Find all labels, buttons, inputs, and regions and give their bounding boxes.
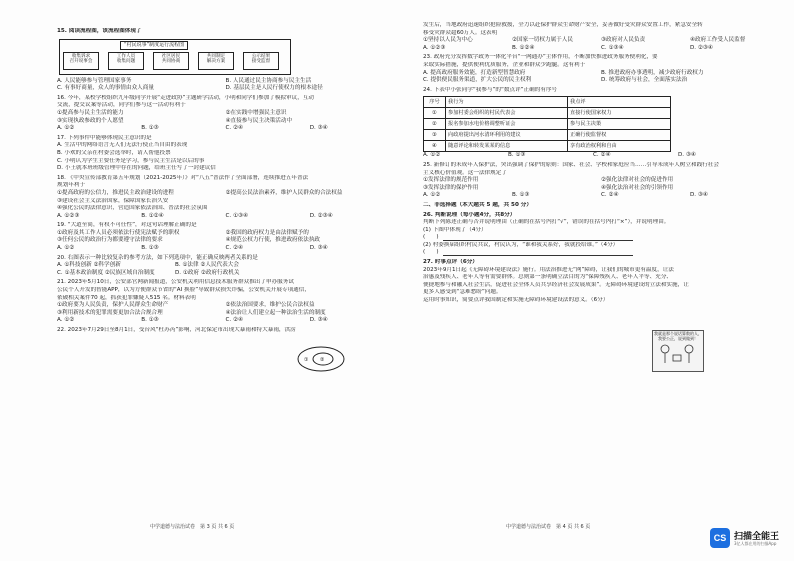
q16-statement: ④直接参与民主决策活动中 [225, 117, 293, 124]
q17-option[interactable]: D. 小王就本班班级管理中存在的问题，给班主任写了一封建议信 [57, 165, 216, 172]
q22-statement: ④政府工作受人民监督 [690, 37, 746, 44]
q19-option[interactable]: A. ①② [57, 245, 75, 252]
q16-statement: ②在实践中增强民主意识 [225, 109, 287, 116]
q18-stem: 规划年利于 [57, 182, 85, 189]
q27-title: 27. 时事点评（6分） [423, 259, 478, 266]
q24-option[interactable]: B. ①③ [508, 152, 526, 159]
camscanner-tagline: 3亿人都在用的扫描App [734, 541, 777, 546]
q15-option[interactable]: D. 基层民主是人民行使权力的根本途径 [225, 85, 323, 92]
table-cell: 参加村委会组织的村民代表会 [446, 108, 568, 119]
q17-stem: 17. 下列事件中能够体现民主意识的是 [57, 134, 152, 141]
q27-text: 2023年9月1日起《无障碍环境建设法》施行。用法治推进无“网”障碍，让我们的城市更有温度，让法 [423, 266, 674, 273]
answer-paren[interactable]: ( ) [423, 249, 439, 256]
q25-option[interactable]: C. ②④ [601, 192, 619, 199]
right-page [423, 22, 779, 305]
q24-option[interactable]: D. ③④ [678, 152, 696, 159]
question-24 [423, 87, 779, 160]
q18-option[interactable]: B. ①②④ [141, 212, 164, 219]
table-cell: 报名参加水电价格调整听证会 [446, 119, 568, 130]
camscanner-logo-icon: CS [710, 528, 730, 548]
q21-statement: ①政府要为人民负责，保护人民群众生命财产 [57, 302, 169, 309]
q22-option[interactable]: D. ②③④ [690, 44, 713, 51]
cartoon-figures-icon [653, 343, 703, 365]
q18-option[interactable]: D. ②③④ [309, 212, 333, 219]
q19-statement: ①政府及其工作人员必须依法行使宪法赋予的职权 [57, 229, 180, 236]
camscanner-name: 扫描全能王 [734, 532, 780, 542]
q16-stem: 交流，提交议案等活动，同学们参与这一活动有利于 [57, 102, 186, 109]
flowchart-step: 社区居民 共同协商 [153, 52, 189, 70]
flowchart-step: 工作人员 收集问题 [108, 52, 144, 70]
q21-stem: 公民个人开发的智能APP，以为方便群众节省的“AI 换脸”导致群众损失诈骗，公安机关开展专项通信， [57, 287, 310, 294]
q25-option[interactable]: D. ③④ [690, 192, 708, 199]
q22-statement: ③政府对人民负责 [601, 37, 646, 44]
left-page-footer: 中学道德与法治试卷 第 3 页 共 6 页 [150, 524, 235, 530]
q27-ask: 运用时事知识，简要点评我国制定和实施无障碍环境建设法的意义。（6分） [423, 297, 609, 304]
q25-option[interactable]: B. ①③ [512, 192, 530, 199]
q21-stem: 依破相关案件70 起，抓获犯罪嫌疑人515 名。材料表明 [57, 294, 196, 301]
q15-option[interactable]: B. 人民通过民主协商参与民主生活 [225, 77, 312, 84]
flowchart-step: 共同制定 解决方案 [198, 52, 234, 70]
q18-statement: ①提高政府的公信力，推进民主政治建设的进程 [57, 189, 174, 196]
flowchart-step: 收集诉求 召开说事会 [63, 52, 99, 70]
table-cell: 随意评论和转发某某的信息 [446, 141, 568, 152]
question-20 [57, 255, 293, 278]
q22-option[interactable]: B. ①②④ [512, 44, 535, 51]
table-row [424, 141, 671, 152]
q26-sub2: (2) 村委换届组织村民共议，村民认为，“谁和我关系好，我就投给谁。”（4分） [423, 241, 619, 248]
svg-text:②: ② [320, 357, 325, 363]
q19-statement: ③任何公民的政治行为都要遵守法律的要求 [57, 237, 163, 244]
section-title: 二、非选择题（本大题共 5 题，共 50 分） [423, 201, 532, 208]
q17-option[interactable]: B. 小欢的父亲在村委会选举时，请人帮他投票 [57, 149, 171, 156]
q26-answer-line-1[interactable] [423, 234, 779, 242]
answer-underline[interactable] [443, 234, 633, 241]
question-25 [423, 162, 779, 200]
q22-stem: 22. 2023年7月29日至8月1日，受台风“杜苏芮”影响，河北保定市出现大暴雨和特大暴雨，洪涝 [57, 327, 296, 333]
question-18 [57, 175, 394, 221]
q22-option[interactable]: C. ①③④ [601, 44, 624, 51]
q19-option[interactable]: B. ①③ [141, 245, 159, 252]
q25-stem: 25. 新修订的未成年人保护法，突出强调了保护的原则：国家、社会、学校和家庭应当……引导未成年人树立和践行社会 [423, 161, 719, 168]
table-row [424, 119, 671, 130]
q26-sub1: (1) 下图中体现了（4分） [423, 226, 487, 233]
question-21 [57, 279, 394, 325]
q26-cartoon [652, 330, 704, 372]
q25-option[interactable]: A. ①② [423, 192, 441, 199]
q16-option[interactable]: C. ②④ [225, 125, 243, 132]
flowchart-title: “村民说事”制度运行流程图 [120, 41, 188, 51]
table-cell: 参与民主决策 [568, 119, 671, 130]
q15-option[interactable]: A. 人民能够参与管理国家事务 [57, 77, 132, 84]
q21-statement: ④法治让人们建立起一种法治生活的制度 [225, 309, 326, 316]
q23-stem: 采取实际措施，提供便利优质服务，企业和群众少跑腿。这有利于 [423, 61, 586, 68]
q23-option[interactable]: C. 提供便民服务渠道，扩大公民的民主权利 [423, 77, 532, 84]
q26-answer-line-2[interactable] [423, 249, 779, 257]
table-header-row [424, 97, 671, 108]
q25-statement: ③发挥法律的保护作用 [423, 184, 479, 191]
table-header: 序号 [424, 97, 446, 108]
q22-continued: 发生后，当地政府迅速组织抢险救援，全力以赴保护群众生命财产安全，妥善做好受灾群众安置工作，紧急安全转 [423, 22, 703, 28]
answer-underline[interactable] [443, 249, 633, 256]
q25-statement: ②强化法律对社会的促进作用 [601, 177, 674, 184]
flowchart-boxes [63, 52, 279, 70]
table-cell: ① [424, 108, 446, 119]
table-row [424, 130, 671, 141]
q21-option[interactable]: C. ②④ [225, 317, 243, 324]
q20-option[interactable]: B. ①法律 ②人民代表大会 [175, 262, 239, 269]
left-page [57, 28, 394, 335]
q25-stem: 主义核心价值观。这一法律规定了 [423, 169, 507, 176]
q23-option[interactable]: A. 提高政府服务效能，打造新型智慧政府 [423, 69, 526, 76]
q21-option[interactable]: A. ①② [57, 317, 75, 324]
q15-flowchart [59, 39, 291, 75]
q17-option[interactable]: C. 小明认为学生主要任务是学习，参与民主生活是以后的事 [57, 157, 205, 164]
q23-stem: 23. 政府充分发挥数字政务一体化平台“一网通办”主体作用，不断加快推进政务服务便利化，要 [423, 54, 658, 61]
q27-text: 便捷地参与和融入社会生活，促进社会全体人员共享经济社会发展成果”。无障碍环境建设的立法和实施，让 [423, 281, 689, 288]
q21-statement: ②依法治国要求，维护公民合法权益 [225, 302, 315, 309]
q20-option[interactable]: A. ①科技创新 ②科学创新 [57, 262, 121, 269]
q27-text: 治惠及残疾人、老年人等有需要群体。总则第一条明确立法目的为“保障残疾人、老年人平等、充分、 [423, 274, 673, 281]
q19-statement: ②我国的政府权力是由法律赋予的 [225, 229, 309, 236]
q16-stem: 16. 今年，某校学校组织九年级同学开展“走进政协”主题研学活动，小明和同学们参加了模拟审议，互动 [57, 94, 315, 101]
q20-option[interactable]: D. ①政府 ②政府行政机关 [175, 269, 240, 276]
svg-text:①: ① [304, 357, 309, 363]
q20-option[interactable]: C. ①基本政治制度 ②民族区域自治制度 [57, 269, 155, 276]
q25-statement: ①发挥法律的规范作用 [423, 177, 479, 184]
q24-stem: 24. 下表中小张同学“我参与”的“数点评”正确的有序号 [423, 86, 558, 93]
table-cell: 向政府提出河水清环利用的建议 [446, 130, 568, 141]
q26-title: 26. 判断说理（每小题4分，共8分） [423, 211, 516, 218]
q21-option[interactable]: B. ①③ [141, 317, 159, 324]
q15-stem: 15. 阅读流程图，该流程图体现了 [57, 28, 142, 34]
q22-option[interactable]: A. ①②③ [423, 44, 446, 51]
q18-statement: ④强化公民的法律意识，营造国家依法治国、普法的社会氛围 [57, 205, 208, 212]
q24-option[interactable]: A. ①② [423, 152, 441, 159]
q20-stem: 20. 右图表示一种比较复杂的参考方法，如下列选项中，能正确反映两者关系的是 [57, 254, 258, 261]
question-17 [57, 135, 394, 173]
q15-option[interactable]: C. 有事好商量，众人的事情由众人商量 [57, 85, 154, 92]
q18-statement: ③建设社会主义法治国家，保障国家长治久安 [57, 197, 169, 204]
q18-stem: 18. 《中央宣传部教育第五年规划（2021-2025年）》对“八五”普法作了全面部署，连续推进五年普法 [57, 174, 309, 181]
cartoon-speech: 我就是那个说话算数的人，我要公正，说到做到！ [654, 331, 702, 341]
q24-option[interactable]: C. ②④ [593, 152, 611, 159]
table-cell: ③ [424, 130, 446, 141]
table-cell: ② [424, 119, 446, 130]
q26-instruction: 判断下列陈述正确与否并说明理由（正确的在括号内打“√”，错误的在括号内打“×”），并说明理由。 [423, 219, 670, 226]
q18-option[interactable]: A. ①②③ [57, 212, 80, 219]
q20-nested-ellipse-diagram [296, 345, 346, 373]
q24-table [423, 96, 671, 152]
table-cell: 享有政治权利和自由 [568, 141, 671, 152]
question-16 [57, 95, 394, 133]
table-cell: ④ [424, 141, 446, 152]
table-header: 我点评 [568, 97, 671, 108]
question-26 [423, 212, 779, 258]
q21-option[interactable]: D. ③④ [309, 317, 328, 324]
q22-continued: 移受灾群众超60万人。这表明 [423, 29, 498, 36]
table-cell: 正确行使监督权 [568, 130, 671, 141]
table-header: 我行为 [446, 97, 568, 108]
q16-statement: ①提高参与民主生活的能力 [57, 109, 124, 116]
q18-statement: ②提高公民法治素养，维护人民群众的合法权益 [225, 189, 343, 196]
table-row [424, 108, 671, 119]
q16-option[interactable]: A. ①② [57, 125, 75, 132]
q16-option[interactable]: D. ③④ [309, 125, 328, 132]
flowchart-step: 公示结果 接受监督 [243, 52, 279, 70]
q21-statement: ③利用新技术的犯罪需要更加合法合规合理 [57, 309, 163, 316]
q16-option[interactable]: B. ①③ [141, 125, 159, 132]
q19-stem: 19. “大道至简，有权不可任性”，对这句话理解正确的是 [57, 222, 197, 229]
answer-paren[interactable]: ( ) [423, 234, 439, 241]
q21-stem: 21. 2023年5月10日，公安部官网新闻报道，公安机关利用信息技术服务群众推出了申办服务试 [57, 279, 294, 286]
q19-option[interactable]: D. ③④ [309, 245, 328, 252]
right-page-footer: 中学道德与法治试卷 第 4 页 共 6 页 [506, 524, 591, 530]
question-19 [57, 222, 394, 252]
q22-statement: ①坚持以人民为中心 [423, 37, 473, 44]
q16-statement: ③实现执政参政的个人愿望 [57, 117, 124, 124]
q25-statement: ④强化法治对社会的引领作用 [601, 184, 674, 191]
q27-text: 更多人感受到“急难愁盼”问题。 [423, 289, 502, 296]
q17-option[interactable]: A. 生活中的网络语言无人们无法行使正当自由的表现 [57, 142, 188, 149]
question-27 [423, 259, 779, 305]
q19-option[interactable]: C. ②④ [225, 245, 243, 252]
q22-statement: ②国家一切权力属于人民 [512, 37, 573, 44]
q23-option[interactable]: B. 推进政府办事透明，减少政府行政权力 [601, 69, 704, 76]
q18-option[interactable]: C. ①③④ [225, 212, 249, 219]
q15-options [57, 78, 394, 93]
q23-option[interactable]: D. 统筹政府与社会，全面落实法治 [601, 77, 688, 84]
q19-statement: ④规范公权力行使，推进政府依法执政 [225, 237, 321, 244]
table-cell: 直接行使国家权力 [568, 108, 671, 119]
question-23 [423, 54, 779, 84]
